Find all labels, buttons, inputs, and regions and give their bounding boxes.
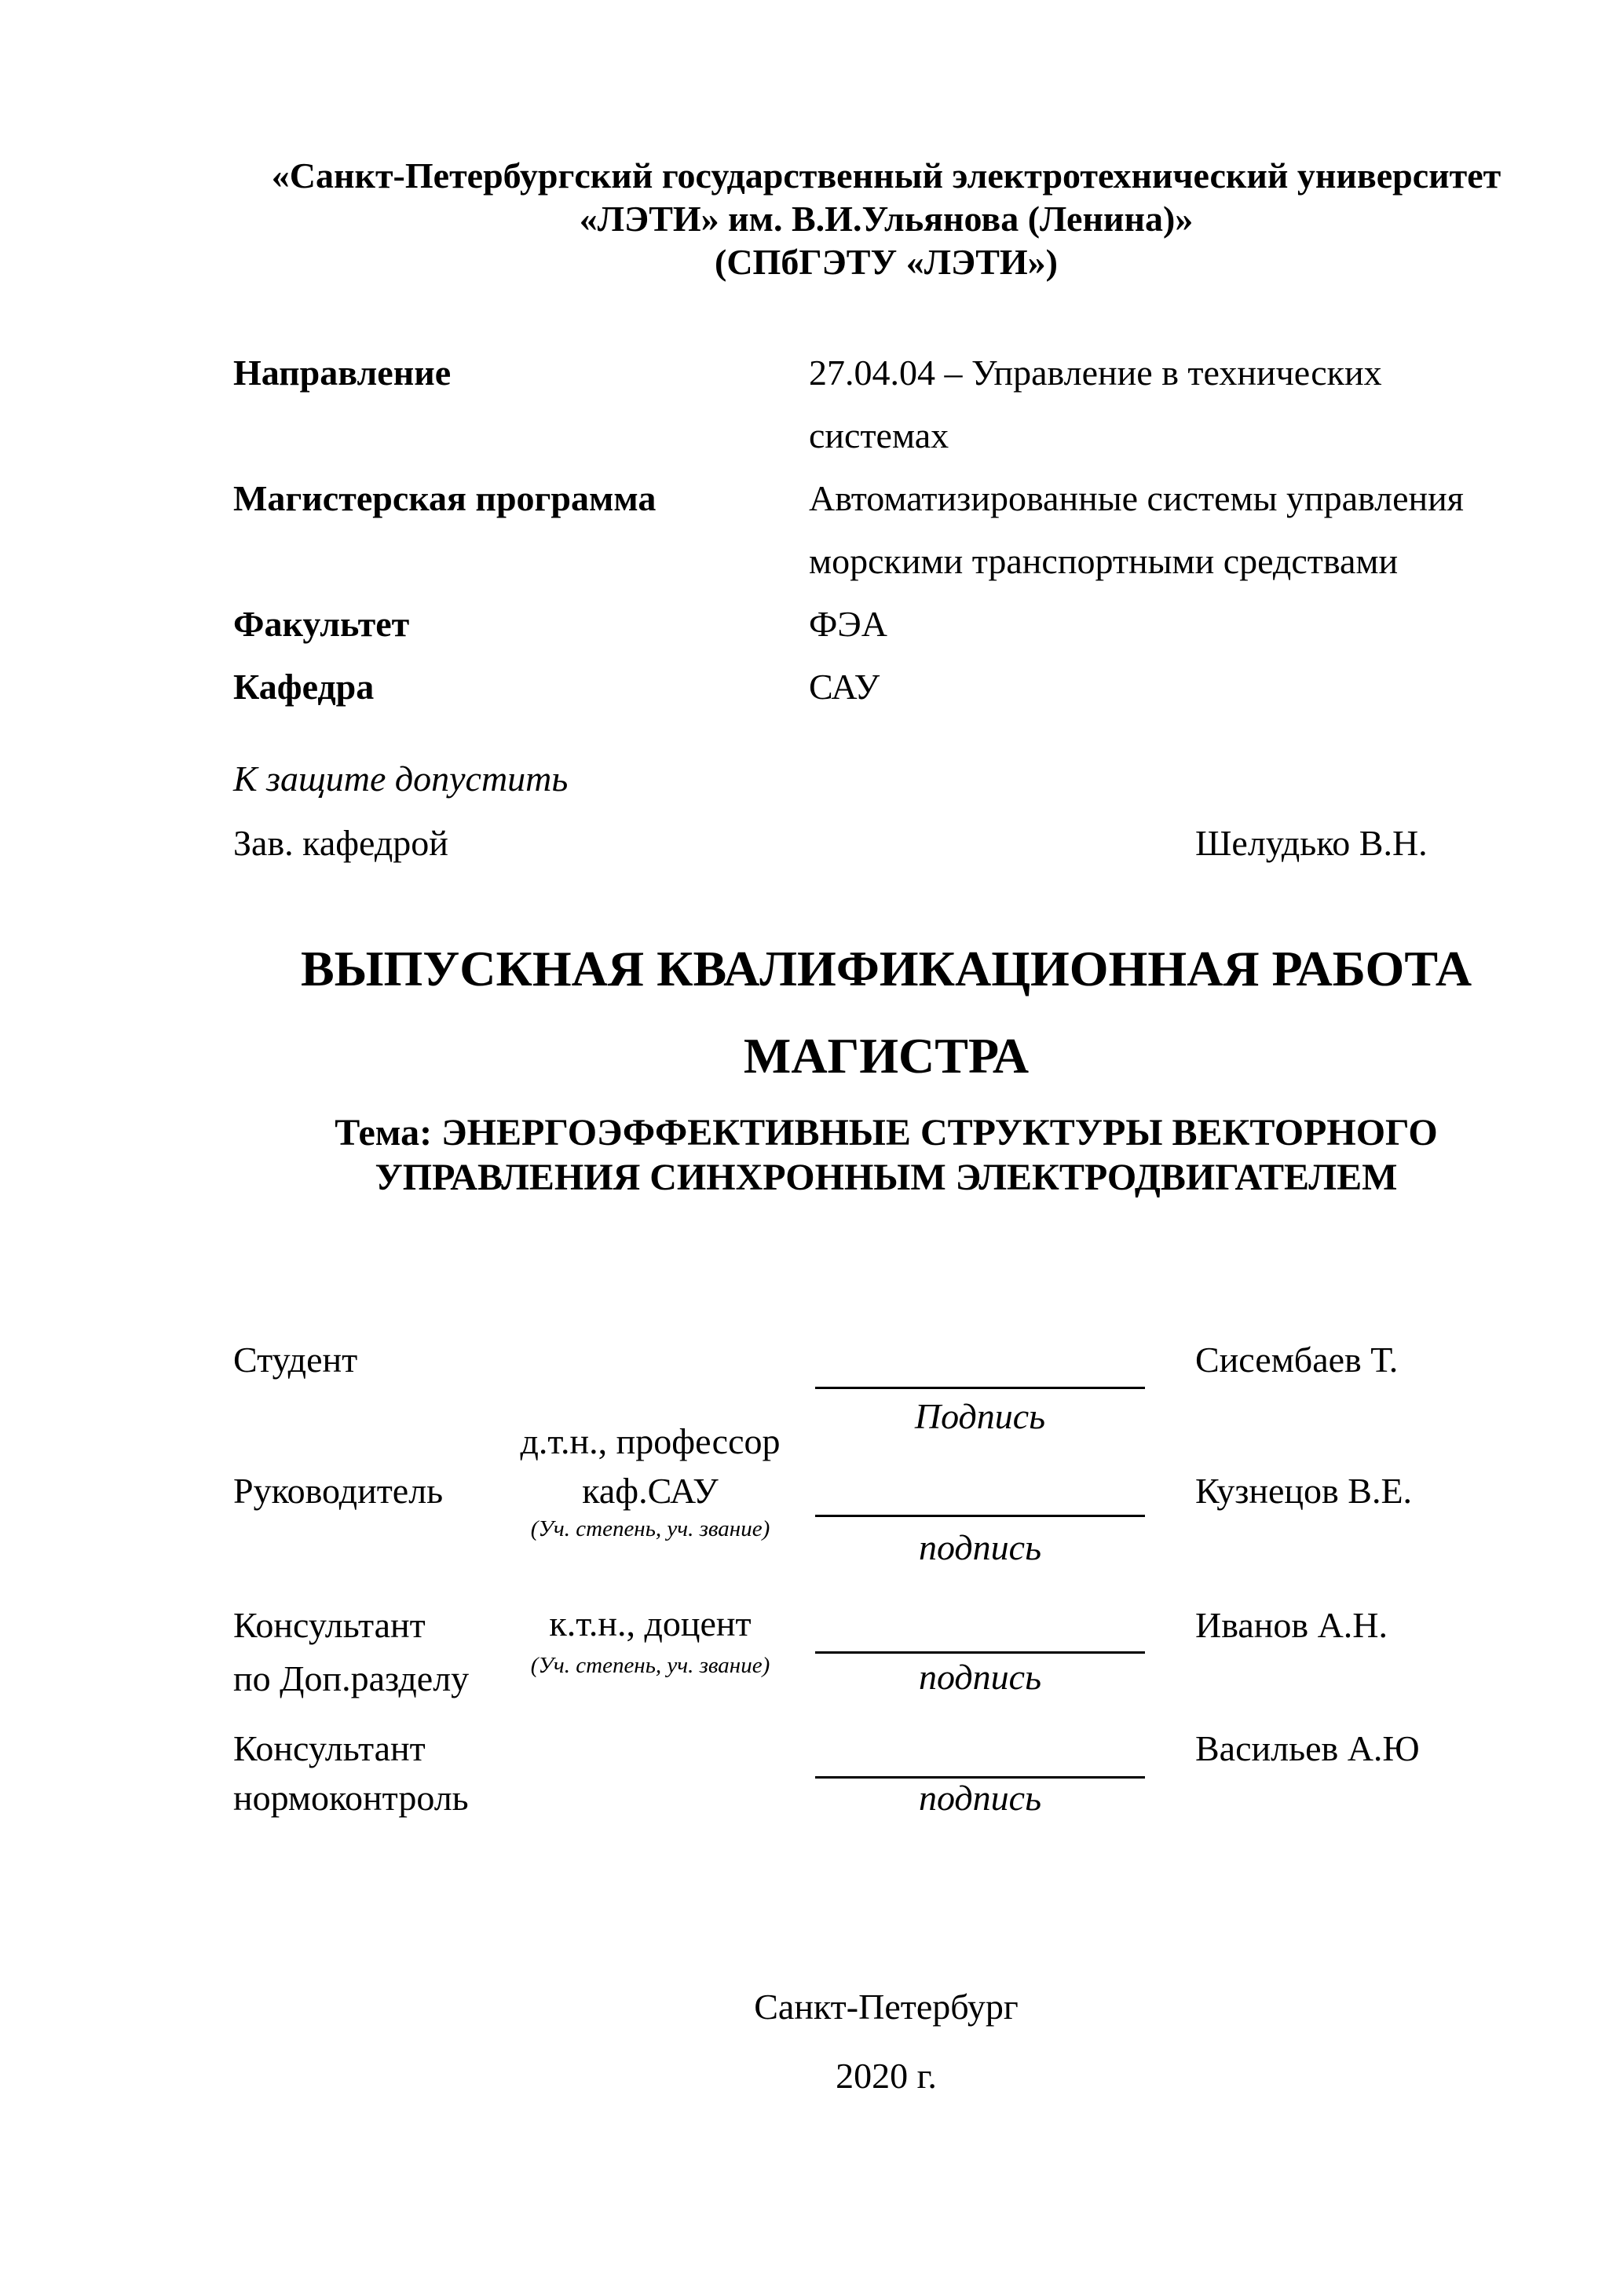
field-label: Направление: [233, 353, 452, 393]
signature-line-student: [815, 1387, 1145, 1389]
thesis-theme-line1: Тема: ЭНЕРГОЭФФЕКТИВНЫЕ СТРУКТУРЫ ВЕКТОРНОГО: [335, 1112, 1438, 1153]
field-value: 27.04.04 – Управление в технических: [809, 353, 1382, 393]
thesis-theme-line2: УПРАВЛЕНИЯ СИНХРОННЫМ ЭЛЕКТРОДВИГАТЕЛЕМ: [375, 1157, 1398, 1198]
signature-line-consultant1: [815, 1651, 1145, 1654]
signature-name-consultant2: Васильев А.Ю: [1195, 1728, 1420, 1768]
supervisor-degree-line2: каф.САУ: [582, 1471, 719, 1511]
signature-role-consultant1: Консультант: [233, 1605, 426, 1645]
field-label: [233, 404, 809, 467]
signature-name-consultant1: Иванов А.Н.: [1195, 1605, 1388, 1645]
university-header: [233, 154, 1539, 283]
signature-caption-consultant1: подпись: [918, 1657, 1041, 1697]
admission-statement: К защите допустить: [233, 759, 569, 799]
signature-role-supervisor: Руководитель: [233, 1471, 444, 1511]
field-row-programma-cont: [233, 530, 1539, 593]
field-row-programma: [233, 467, 1539, 530]
field-row-fakultet: [233, 593, 1539, 656]
signature-caption-consultant2: подпись: [918, 1778, 1041, 1818]
signature-role-student: Студент: [233, 1340, 358, 1380]
signature-name-supervisor: Кузнецов В.Е.: [1195, 1471, 1413, 1511]
footer-year: 2020 г.: [836, 2056, 937, 2096]
signature-role-consultant2-line2: нормоконтроль: [233, 1778, 469, 1818]
head-of-department-label: Зав. кафедрой: [233, 823, 448, 863]
field-label: [233, 530, 809, 593]
work-title-line2: МАГИСТРА: [743, 1028, 1030, 1084]
supervisor-degree-note: (Уч. степень, уч. звание): [530, 1516, 770, 1541]
field-value: Автоматизированные системы управления: [809, 478, 1464, 518]
university-header-line1: «Санкт-Петербургский государственный электротехнический университет: [271, 155, 1501, 196]
field-value: САУ: [809, 667, 880, 707]
field-label: Магистерская программа: [233, 478, 657, 518]
signature-role-consultant1-line2: по Доп.разделу: [233, 1658, 470, 1698]
signature-line-supervisor: [815, 1515, 1145, 1517]
consultant1-degree-line1: к.т.н., доцент: [549, 1603, 752, 1643]
field-row-napravlenie-cont: [233, 404, 1539, 467]
consultant1-degree-note: (Уч. степень, уч. звание): [530, 1653, 770, 1678]
signature-caption-student: Подпись: [914, 1396, 1046, 1436]
supervisor-degree-line1: д.т.н., профессор: [520, 1421, 781, 1461]
university-header-line2: «ЛЭТИ» им. В.И.Ульянова (Ленина)»: [579, 199, 1194, 239]
field-value: морскими транспортными средствами: [809, 541, 1399, 581]
signature-caption-supervisor: подпись: [918, 1527, 1041, 1567]
field-row-napravlenie: [233, 342, 1539, 404]
field-value: системах: [809, 415, 949, 455]
field-row-kafedra: [233, 656, 1539, 718]
field-label: Факультет: [233, 604, 410, 644]
field-value: ФЭА: [809, 604, 887, 644]
signature-name-student: Сисембаев Т.: [1195, 1340, 1399, 1380]
program-fields: [233, 342, 1539, 718]
university-header-line3: (СПбГЭТУ «ЛЭТИ»): [715, 242, 1058, 282]
field-label: Кафедра: [233, 667, 375, 707]
signature-role-consultant2: Консультант: [233, 1728, 426, 1768]
footer-city: Санкт-Петербург: [754, 1987, 1019, 2027]
head-of-department-name: Шелудько В.Н.: [1195, 823, 1428, 863]
work-title-line1: ВЫПУСКНАЯ КВАЛИФИКАЦИОННАЯ РАБОТА: [300, 941, 1472, 996]
